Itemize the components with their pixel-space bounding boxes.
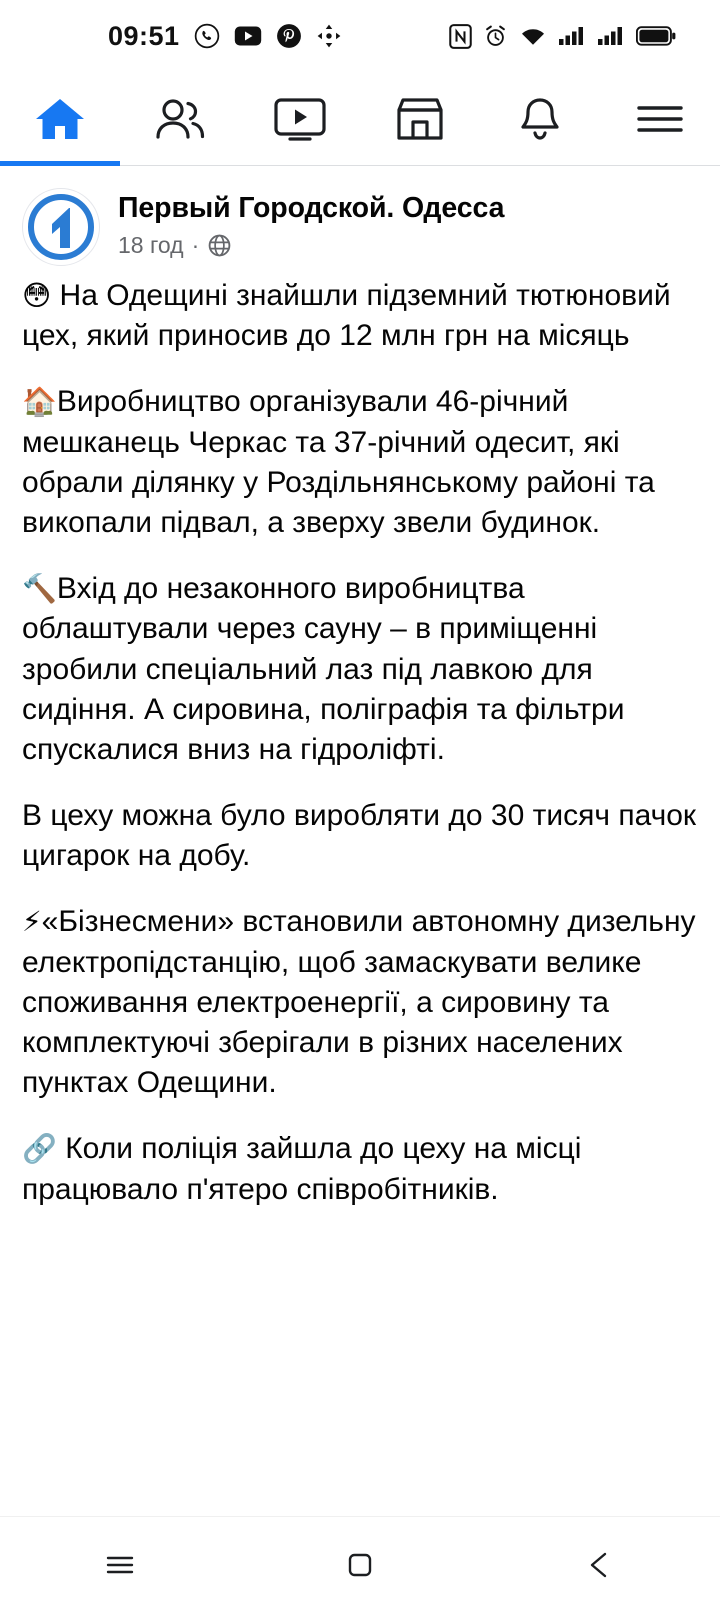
- separator-dot: ·: [191, 231, 200, 258]
- friends-tab[interactable]: [120, 72, 240, 165]
- notifications-tab[interactable]: [480, 72, 600, 165]
- system-navigation-bar: [0, 1516, 720, 1612]
- back-button[interactable]: [540, 1535, 660, 1595]
- post-card: [0, 166, 720, 1220]
- video-icon: [273, 95, 327, 143]
- house-emoji: 🏠: [22, 385, 57, 419]
- marketplace-tab[interactable]: [360, 72, 480, 165]
- friends-icon: [152, 95, 208, 143]
- paragraph-text: Коли поліція зайшла до цеху на місці працювало п'ятеро співробітників.: [22, 1132, 582, 1206]
- pinterest-icon: [276, 23, 302, 49]
- paragraph-text: На Одещині знайшли підземний тютюновий цех, який приносив до 12 млн грн на місяць: [22, 279, 671, 353]
- post-timestamp[interactable]: 18 год: [118, 231, 184, 258]
- post-text: [22, 276, 698, 1220]
- bell-icon: [516, 95, 564, 143]
- recents-button[interactable]: [60, 1535, 180, 1595]
- home-square-icon: [343, 1548, 377, 1582]
- feed-scroll-area[interactable]: [0, 166, 720, 1516]
- back-triangle-icon: [583, 1548, 617, 1582]
- status-bar-left: [108, 21, 342, 52]
- page-logo-1: [24, 190, 98, 264]
- status-clock: 09:51: [108, 20, 180, 51]
- battery-icon: [636, 25, 676, 47]
- watch-tab[interactable]: [240, 72, 360, 165]
- post-paragraph: [22, 902, 698, 1103]
- paragraph-text: Вхід до незаконного виробництва облаштували через сауну – в приміщенні зробили спеціальний лаз під лавкою для сидіння. А сировина, поліграфія та фільтри спускалися вниз на гідроліфті.: [22, 572, 625, 766]
- move-arrows-icon: [316, 23, 342, 49]
- wifi-icon: [519, 25, 547, 47]
- store-icon: [394, 95, 446, 143]
- paragraph-text: «Бізнесмени» встановили автономну дизельну електропідстанцію, щоб замаскувати велике споживання електроенергії, а сировину та комплектуючі зберігали в різних населених пунктах Одещини.: [22, 905, 696, 1100]
- hammer-emoji: 🔨: [22, 572, 57, 606]
- home-icon: [34, 95, 86, 143]
- globe-icon: [207, 233, 232, 258]
- page-name[interactable]: Первый Городской. Одесса: [118, 192, 505, 224]
- viber-icon: [194, 23, 220, 49]
- astonished-face-emoji: 😳: [22, 279, 52, 312]
- post-paragraph: [22, 796, 698, 876]
- signal-2-icon: [597, 25, 625, 47]
- lightning-emoji: ⚡: [22, 905, 42, 939]
- status-bar-right: [449, 24, 676, 49]
- nfc-icon: [449, 24, 472, 49]
- home-tab[interactable]: [0, 72, 120, 165]
- home-button[interactable]: [300, 1535, 420, 1595]
- avatar[interactable]: [22, 188, 100, 266]
- youtube-icon: [234, 23, 262, 49]
- facebook-top-nav: [0, 72, 720, 166]
- hamburger-icon: [634, 95, 686, 143]
- post-paragraph: [22, 276, 698, 356]
- poster-meta: [118, 188, 504, 259]
- post-paragraph: [22, 569, 698, 770]
- post-paragraph: [22, 382, 698, 543]
- menu-tab[interactable]: [600, 72, 720, 165]
- recents-icon: [103, 1548, 137, 1582]
- status-bar: [0, 0, 720, 72]
- post-paragraph: [22, 1129, 698, 1209]
- signal-1-icon: [558, 25, 586, 47]
- paragraph-text: Виробництво організували 46-річний мешканець Черкас та 37-річний одесит, які обрали ділянку у Роздільнянському районі та викопали підвал, а зверху звели будинок.: [22, 385, 655, 539]
- alarm-icon: [483, 24, 508, 49]
- link-emoji: 🔗: [22, 1132, 57, 1166]
- paragraph-text: В цеху можна було виробляти до 30 тисяч пачок цигарок на добу.: [22, 799, 697, 873]
- post-header: [22, 166, 698, 276]
- post-subtitle: [118, 232, 504, 259]
